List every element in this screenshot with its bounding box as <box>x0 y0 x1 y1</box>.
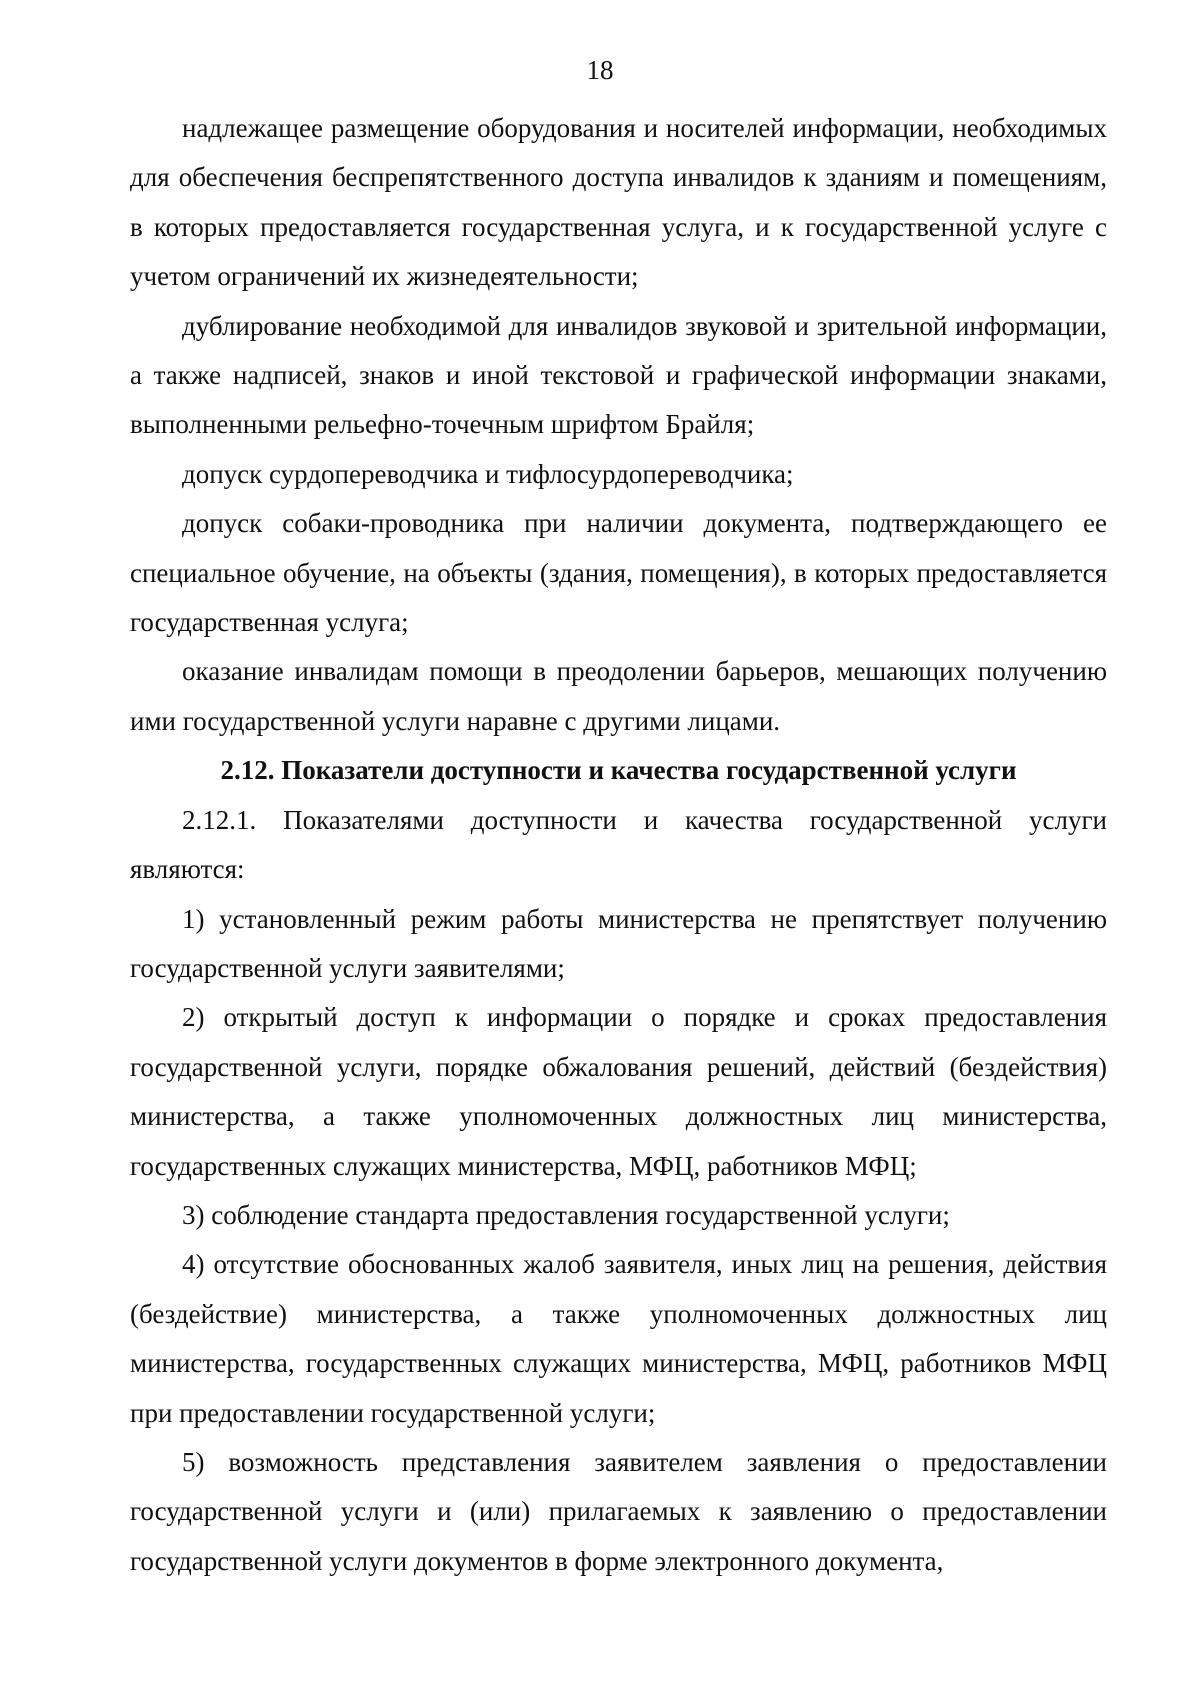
paragraph-equipment-placement: надлежащее размещение оборудования и носителей информации, необходимых для обеспечения беспрепятственного доступа инвалидов к зданиям и помещениям, в которых предоставляется государственная услуга, и к государственной услуге с учетом ограничений их жизнедеятельности; <box>130 113 1107 292</box>
section-heading: 2.12. Показатели доступности и качества государственной услуги <box>220 755 1017 786</box>
list-item-5: 5) возможность представления заявителем заявления о предоставлении государственной услуги и (или) прилагаемых к заявлению о предоставлении государственной услуги документов в форме электронного документа, <box>130 1446 1107 1576</box>
list-item-3: 3) соблюдение стандарта предоставления государственной услуги; <box>182 1199 950 1230</box>
paragraph-assistance: оказание инвалидам помощи в преодолении барьеров, мешающих получению ими государственной услуги наравне с другими лицами. <box>130 656 1107 736</box>
paragraph-sign-interpreter: допуск сурдопереводчика и тифлосурдопереводчика; <box>182 458 794 489</box>
list-item-2: 2) открытый доступ к информации о порядке и сроках предоставления государственной услуги, порядке обжалования решений, действий (бездействия) министерства, а также уполномоченных должностных лиц министерства, государственных служащих министерства, МФЦ, работников МФЦ; <box>130 1002 1107 1181</box>
list-item-1: 1) установленный режим работы министерства не препятствует получению государственной услуги заявителями; <box>130 903 1107 983</box>
paragraph-braille-duplication: дублирование необходимой для инвалидов звуковой и зрительной информации, а также надписей, знаков и иной текстовой и графической информации знаками, выполненными рельефно-точечным шрифтом Брайля; <box>130 310 1107 440</box>
page-number: 18 <box>586 55 614 85</box>
paragraph-guide-dog: допуск собаки-проводника при наличии документа, подтверждающего ее специальное обучение, на объекты (здания, помещения), в которых предоставляется государственная услуга; <box>130 508 1107 638</box>
list-item-4: 4) отсутствие обоснованных жалоб заявителя, иных лиц на решения, действия (бездействие) министерства, а также уполномоченных должностных лиц министерства, государственных служащих министерства, МФЦ, работников МФЦ при предоставлении государственной услуги; <box>130 1249 1107 1428</box>
paragraph-indicators-intro: 2.12.1. Показателями доступности и качества государственной услуги являются: <box>130 804 1107 885</box>
document-body <box>130 104 1107 1586</box>
